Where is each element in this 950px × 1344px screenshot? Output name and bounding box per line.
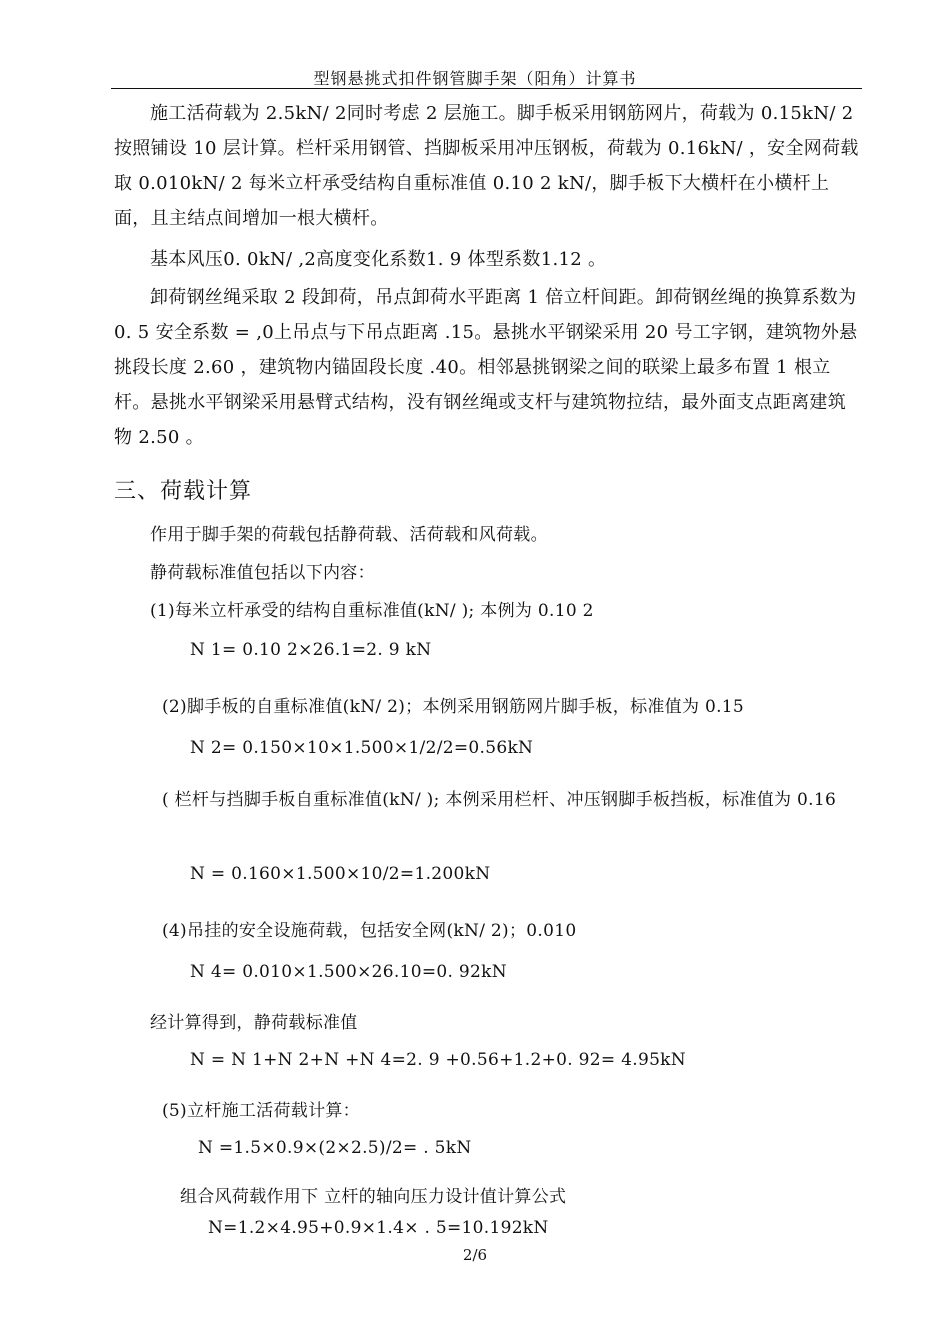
paragraph-wind-pressure: 基本风压0. 0kN/ ,2高度变化系数1. 9 体型系数1.12 。 — [150, 249, 607, 270]
text-line: (1)每米立杆承受的结构自重标准值(kN/ ); 本例为 0.10 2 — [150, 601, 594, 621]
formula-line: N=1.2×4.95+0.9×1.4× . 5=10.192kN — [208, 1218, 549, 1238]
text-line: 组合风荷载作用下 立杆的轴向压力设计值计算公式 — [180, 1187, 567, 1207]
section-heading: 三、荷载计算 — [114, 479, 253, 504]
text-line: 经计算得到，静荷载标准值 — [150, 1013, 358, 1033]
paragraph-live-load: 施工活荷载为 2.5kN/ 2同时考虑 2 层施工。脚手板采用钢筋网片，荷载为 0.15kN/ 2按照铺设 10 层计算。栏杆采用钢管、挡脚板采用冲压钢板，荷载为 0.16kN/ ，安全网荷载取 0.010kN/ 2 每米立杆承受结构自重标准值 0.10 2 kN/，脚手板下大横杆在小横杆上面，且主结点间增加一根大横杆。 — [114, 103, 859, 229]
text-line: 静荷载标准值包括以下内容： — [150, 563, 375, 583]
formula-line: N = N 1+N 2+N +N 4=2. 9 +0.56+1.2+0. 92= 4.95kN — [190, 1050, 686, 1070]
formula-line: N =1.5×0.9×(2×2.5)/2= . 5kN — [198, 1138, 472, 1158]
page-number: 2/6 — [462, 1246, 488, 1264]
formula-line: N 1= 0.10 2×26.1=2. 9 kN — [190, 640, 432, 660]
formula-line: N = 0.160×1.500×10/2=1.200kN — [190, 864, 491, 884]
text-line: (5)立杆施工活荷载计算： — [162, 1101, 360, 1121]
text-line: ( 栏杆与挡脚手板自重标准值(kN/ ); 本例采用栏杆、冲压钢脚手板挡板，标准值为 0.16 — [162, 790, 837, 810]
text-line: (4)吊挂的安全设施荷载，包括安全网(kN/ 2)；0.010 — [162, 921, 577, 941]
page-header-title: 型钢悬挑式扣件钢管脚手架（阳角）计算书 — [313, 69, 637, 88]
header-rule — [111, 88, 862, 89]
formula-line: N 4= 0.010×1.500×26.10=0. 92kN — [190, 962, 507, 982]
paragraph-unloading-rope: 卸荷钢丝绳采取 2 段卸荷，吊点卸荷水平距离 1 倍立杆间距。卸荷钢丝绳的换算系数为 0. 5 安全系数 = ,0上吊点与下吊点距离 .15。悬挑水平钢梁采用 20 号工字钢，建筑物外悬挑段长度 2.60 ，建筑物内锚固段长度 .40。相邻悬挑钢梁之间的联梁上最多布置 1 根立杆。悬挑水平钢梁采用悬臂式结构，没有钢丝绳或支杆与建筑物拉结，最外面支点距离建筑物 2.50 。 — [114, 287, 858, 448]
formula-line: N 2= 0.150×10×1.500×1/2/2=0.56kN — [190, 738, 534, 758]
text-line: 作用于脚手架的荷载包括静荷载、活荷载和风荷载。 — [150, 525, 548, 545]
text-line: (2)脚手板的自重标准值(kN/ 2)；本例采用钢筋网片脚手板，标准值为 0.15 — [162, 697, 745, 717]
